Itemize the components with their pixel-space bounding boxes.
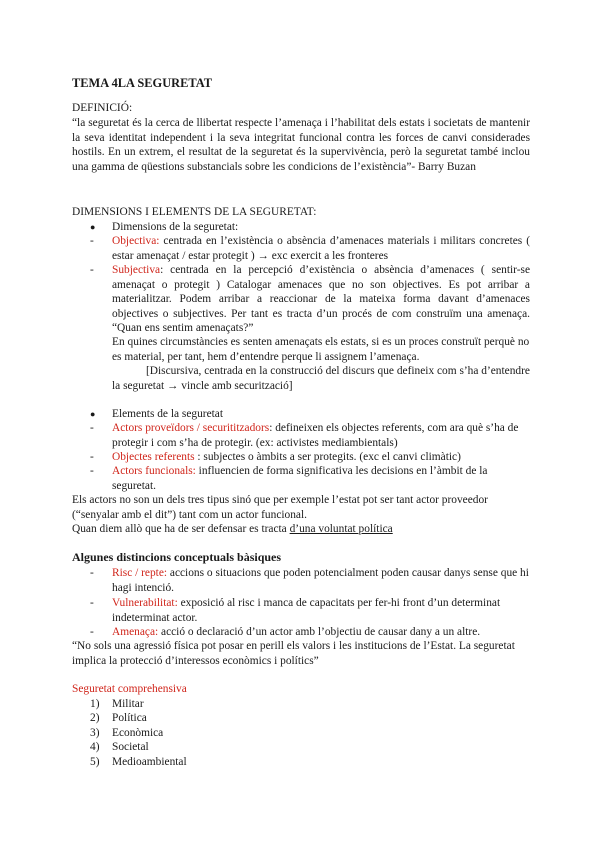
actors-funcionals-text: influencien de forma significativa les decisions en l’àmbit de la seguretat. <box>112 465 488 492</box>
objectes-referents-text: : subjectes o àmbits a ser protegits. (exc el canvi climàtic) <box>194 451 461 463</box>
actors-funcionals-label: Actors funcionals: <box>112 465 196 477</box>
dimensions-bracket-text: [Discursiva, centrada en la construcció del discurs que defineix com s’ha d’entendre la seguretat → vincle amb securització] <box>112 365 530 392</box>
subjectiva-text: : centrada en la percepció d’existència o absència d’amenaces ( sentir-se amenaçat o protegit ) Catalogar amenaces que no son objectives. Es pot arribar a materialitzar. Podem arribar a reaccionar de la mateixa forma davant d’amenaces objectives o subjectives. Per tant es tracta d’un procés de com construïm una amenaça. “Quan ens sentim amenaçats?” <box>112 264 530 335</box>
subjectiva-label: Subjectiva <box>112 264 161 276</box>
voluntat-politica-text: d’una voluntat política <box>289 523 393 535</box>
dimensions-extra-text: En quines circumstàncies es senten amenaçats els estats, si es un proces construït perquè no es material, per tant, hem d’entendre perque li assignem l’amenaça. <box>112 336 530 363</box>
objectiva-text: centrada en l’existència o absència d’amenaces materials i militars concretes ( estar amenaçat / estar protegit ) → exc exercit a les fronteres <box>112 235 530 262</box>
definition-heading: DEFINICIÓ: <box>72 102 133 114</box>
elements-bullet-label: Elements de la seguretat <box>112 408 224 420</box>
dimensions-bullet-label: Dimensions de la seguretat: <box>112 221 239 233</box>
elements-paragraph-2: Quan diem allò que ha de ser defensar es tracta d’una voluntat política <box>72 523 393 535</box>
amenaca-label: Amenaça: <box>112 626 159 638</box>
actors-proveidors-label: Actors proveïdors / securititzadors <box>112 422 270 434</box>
amenaca-text: acció o declaració d’un actor amb l’objectiu de causar dany a un altre. <box>158 626 481 638</box>
comprehensiva-item-societal: Societal <box>112 741 149 753</box>
dimensions-heading: DIMENSIONS I ELEMENTS DE LA SEGURETAT: <box>72 206 317 218</box>
comprehensiva-item-medioambiental: Medioambiental <box>112 756 187 768</box>
comprehensiva-item-politica: Política <box>112 712 147 724</box>
objectes-referents-label: Objectes referents <box>112 451 195 463</box>
bullet-icon: ● <box>90 409 96 419</box>
vulnerabilitat-label: Vulnerabilitat: <box>112 597 178 609</box>
risc-text: accions o situacions que poden potencialment poden causar danys sense que hi hagi intenció. <box>112 567 529 594</box>
objectiva-label: Objectiva: <box>112 235 160 247</box>
comprehensiva-heading: Seguretat comprehensiva <box>72 683 187 695</box>
vulnerabilitat-text: exposició al risc i manca de capacitats per fer-hi front d’un determinat indeterminat actor. <box>112 597 501 624</box>
bullet-icon: ● <box>90 222 96 232</box>
risc-label: Risc / repte: <box>112 567 168 579</box>
distincions-quote: “No sols una agressió física pot posar en perill els valors i les institucions de l’Estat. La seguretat implica la protecció d’interessos econòmics i polítics” <box>72 640 515 667</box>
comprehensiva-item-militar: Militar <box>112 698 144 710</box>
elements-paragraph: Els actors no son un dels tres tipus sinó que per exemple l’estat pot ser tant actor proveedor (“senyalar amb el dit”) tant com un actor funcional. <box>72 494 488 521</box>
page-title: TEMA 4LA SEGURETAT <box>72 76 212 90</box>
definition-text: “la seguretat és la cerca de llibertat respecte l’amenaça i l’habilitat dels estats i societats de mantenir la seva identitat independent i la seva integritat funcional contra les forces de canvi considerades hostils. En un extrem, el resultat de la seguretat és la supervivència, però la seguretat també inclou una gamma de qüestions substancials sobre les condicions de l’existència”- Barry Buzan <box>72 117 530 173</box>
distincions-heading: Algunes distincions conceptuals bàsiques <box>72 550 282 564</box>
comprehensiva-item-economica: Econòmica <box>112 727 164 739</box>
actors-proveidors-text: : defineixen els objectes referents, com ara què s’ha de protegir i com s’ha de protegir. (ex: activistes mediambientals) <box>112 422 519 449</box>
